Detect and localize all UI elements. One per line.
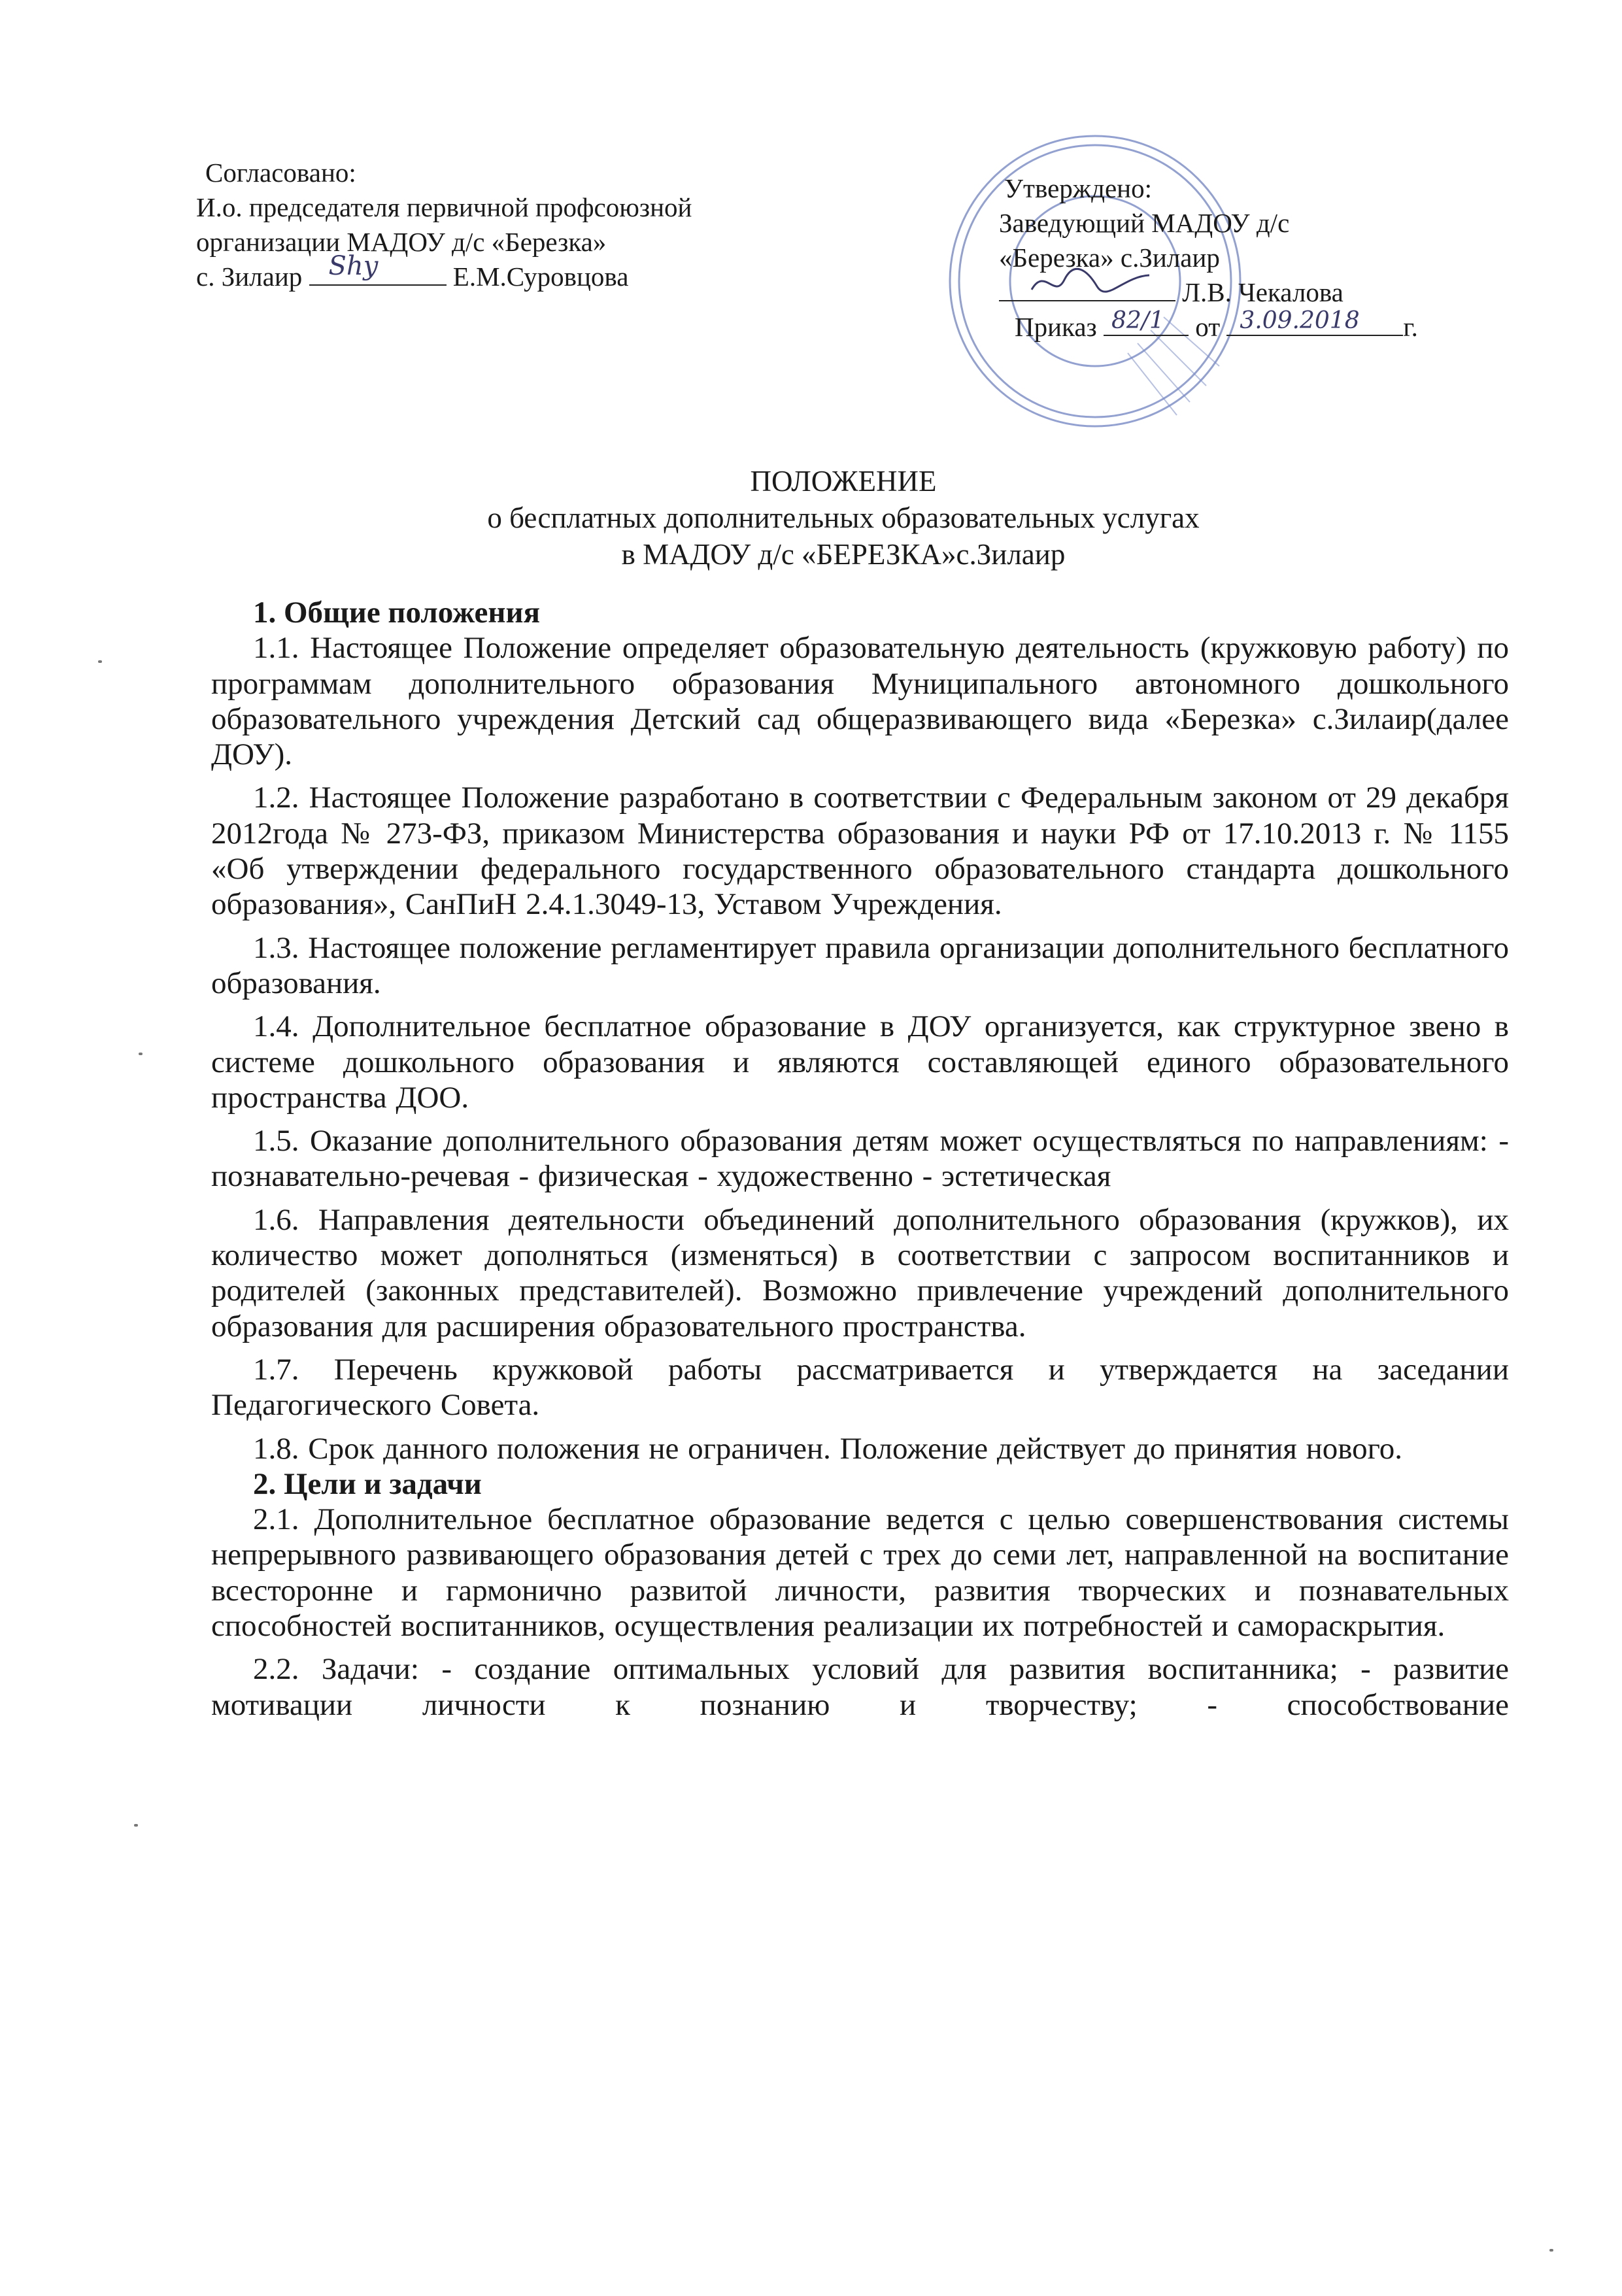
approval-right-block [999,171,1496,345]
approval-right-heading: Утверждено: [1004,173,1152,203]
document-body [211,595,1509,1723]
approval-left-heading: Согласовано: [205,158,356,188]
signature-left: Shy [328,251,379,281]
section1-heading: 1. Общие положения [253,596,540,630]
order-suffix: г. [1403,312,1418,342]
approval-right-line2: «Березка» с.Зилаир [999,243,1220,273]
signature-line-left [309,251,447,286]
paragraph-1-2: 1.2. Настоящее Положение разработано в соответствии с Федеральным законом от 29 декабря 2012года № 273-ФЗ, приказом Министерства образования и науки РФ от 17.10.2013 г. № 1155 «Об утверждении федерального государственного образовательного стандарта дошкольного образования», СанПиН 2.4.1.3049-13, Уставом Учреждения. [211,781,1509,922]
paragraph-1-6: 1.6. Направления деятельности объединений дополнительного образования (кружков), их количество может дополняться (изменяться) в соответствии с запросом воспитанников и родителей (законных представителей). Возможно привлечение учреждений дополнительного образования для расширения образовательного пространства. [211,1202,1509,1343]
paragraph-2-1: 2.1. Дополнительное бесплатное образование ведется с целью совершенствования системы непрерывного развивающего образования детей с трех до семи лет, направленной на воспитание всесторонне и гармонично развитой личности, развития творческих и познавательных способностей воспитанников, осуществления реализации их потребностей и самораскрытия. [211,1502,1509,1644]
approval-left-line1: И.о. председателя первичной профсоюзной [196,192,692,222]
order-number-line [1104,307,1189,336]
scan-speck [1549,2249,1553,2252]
paragraph-1-3: 1.3. Настоящее положение регламентирует правила организации дополнительного бесплатного образования. [211,930,1509,1000]
title-line1: ПОЛОЖЕНИЕ [750,465,937,498]
approval-left-line2: организации МАДОУ д/с «Березка» [196,227,607,257]
signature-line-right [999,278,1175,301]
paragraph-1-4: 1.4. Дополнительное бесплатное образование в ДОУ организуется, как структурное звено в системе дошкольного образования и являются составляющей единого образовательного пространства ДОО. [211,1009,1509,1115]
paragraph-1-8: 1.8. Срок данного положения не ограничен. Положение действует до принятия нового. [253,1431,1403,1466]
order-from: от [1195,312,1221,342]
approval-right-name: Л.В. Чекалова [1182,277,1343,307]
approval-left-place: с. Зилаир [196,262,303,292]
approval-right-order [999,307,1496,345]
approval-left-block [196,156,863,294]
scan-speck [139,1053,143,1055]
title-line2: о бесплатных дополнительных образовательных услугах [487,501,1200,534]
approval-left-line3 [196,251,863,294]
scan-speck [134,1824,138,1827]
order-number: 82/1 [1111,307,1164,334]
paragraph-2-2: 2.2. Задачи: - создание оптимальных условий для развития воспитанника; - развитие мотивации личности к познанию и творчеству; - способствование [211,1652,1509,1722]
approval-right-line1: Заведующий МАДОУ д/с [999,208,1290,238]
document-title [196,463,1491,573]
order-prefix: Приказ [1015,312,1097,342]
order-date: 3.09.2018 [1240,307,1360,334]
paragraph-1-7: 1.7. Перечень кружковой работы рассматривается и утверждается на заседании Педагогического Совета. [211,1352,1509,1423]
signature-right-icon [1025,263,1156,303]
scan-speck [98,660,102,663]
approval-left-name: Е.М.Суровцова [452,262,629,292]
section2-heading: 2. Цели и задачи [253,1466,482,1501]
paragraph-1-1: 1.1. Настоящее Положение определяет образовательную деятельность (кружковую работу) по программам дополнительного образования Муниципального автономного дошкольного образовательного учреждения Детский сад общеразвивающего вида «Березка» с.Зилаир(далее ДОУ). [211,631,1509,772]
paragraph-1-5: 1.5. Оказание дополнительного образования детям может осуществляться по направлениям: - познавательно-речевая - физическая - художественно - эстетическая [211,1124,1509,1194]
order-date-line [1226,307,1403,336]
title-line3: в МАДОУ д/с «БЕРЕЗКА»с.Зилаир [621,538,1066,571]
